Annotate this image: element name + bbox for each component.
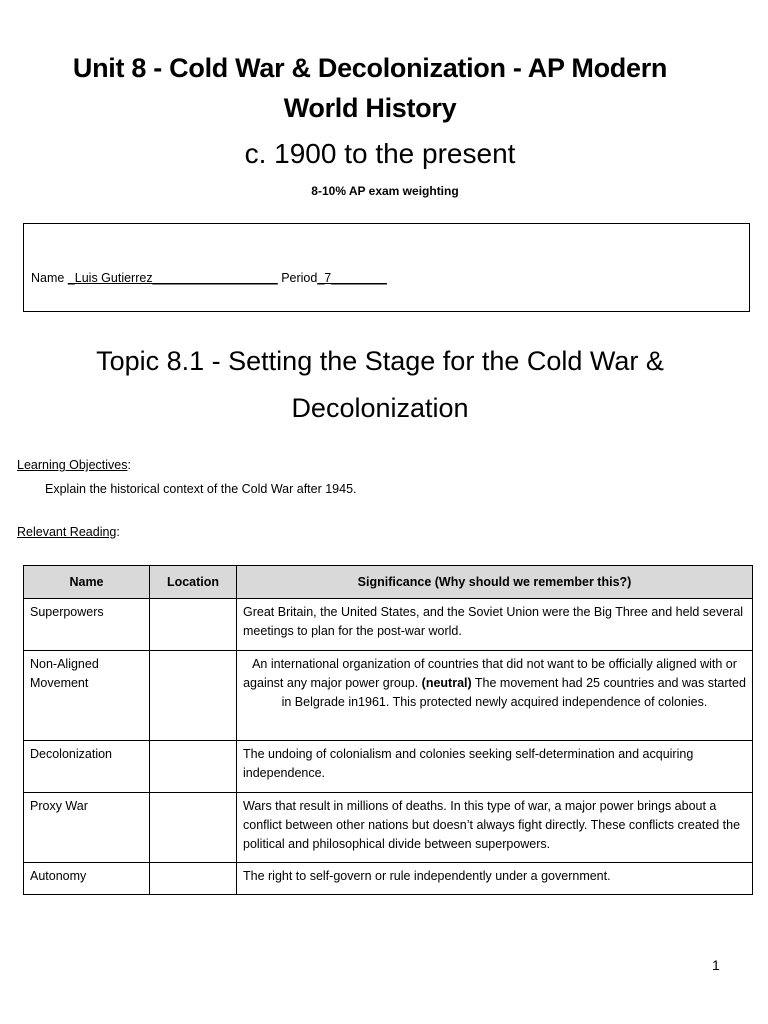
learning-objectives-colon: : [127, 458, 131, 472]
cell-significance[interactable]: Wars that result in millions of deaths. In this type of war, a major power brings about a conflict between other nations but doesn’t always fight directly. These conflicts created the political and philosophical divide between superpowers. [237, 793, 753, 863]
cell-location[interactable] [150, 599, 237, 651]
cell-name: Decolonization [24, 741, 150, 793]
period-label: Period [277, 271, 318, 285]
significance-text: An international organization of countries that did not want to be officially aligned with or against any major power group. [243, 657, 737, 690]
topic-line-2: Decolonization [291, 393, 469, 423]
cell-location[interactable] [150, 863, 237, 895]
name-label: Name [31, 271, 68, 285]
student-info-line [31, 271, 387, 285]
period-value[interactable]: _7________ [317, 271, 387, 285]
relevant-reading-label [17, 525, 120, 539]
relevant-reading-heading: Relevant Reading [17, 525, 117, 539]
table-header-row [24, 566, 753, 599]
date-range: c. 1900 to the present [244, 138, 516, 169]
cell-significance[interactable]: The right to self-govern or rule independently under a government. [237, 863, 753, 895]
learning-objective-text: Explain the historical context of the Cold War after 1945. [45, 482, 357, 496]
topic-line-1: Topic 8.1 - Setting the Stage for the Cold War & [96, 346, 664, 376]
significance-emphasis: (neutral) [421, 676, 472, 690]
cell-location[interactable] [150, 651, 237, 741]
header-significance: Significance (Why should we remember this?) [237, 566, 753, 599]
header-location: Location [150, 566, 237, 599]
significance-text-continued: The movement had 25 countries and was started in Belgrade in1961. This protected newly acquired independence of colonies. [281, 676, 746, 709]
document-title [20, 48, 720, 128]
student-info-box [23, 223, 750, 312]
page-number: 1 [712, 957, 720, 973]
table-row [24, 793, 753, 863]
relevant-reading-colon: : [116, 525, 120, 539]
cell-name: Proxy War [24, 793, 150, 863]
cell-name: Non-Aligned Movement [24, 651, 150, 741]
table-row [24, 741, 753, 793]
cell-significance[interactable]: Great Britain, the United States, and the Soviet Union were the Big Three and held several meetings to plan for the post-war world. [237, 599, 753, 651]
learning-objectives-heading: Learning Objectives [17, 458, 128, 472]
topic-heading [20, 338, 740, 432]
title-line-2: World History [283, 93, 457, 123]
cell-name: Autonomy [24, 863, 150, 895]
title-line-1: Unit 8 - Cold War & Decolonization - AP Modern [72, 53, 668, 83]
name-value[interactable]: _Luis Gutierrez__________________ [67, 271, 278, 285]
header-name: Name [24, 566, 150, 599]
table-row [24, 863, 753, 895]
exam-weighting: 8-10% AP exam weighting [311, 184, 459, 198]
table-row [24, 599, 753, 651]
learning-objectives-label [17, 458, 131, 472]
cell-significance[interactable] [237, 651, 753, 741]
cell-significance[interactable]: The undoing of colonialism and colonies seeking self-determination and acquiring independence. [237, 741, 753, 793]
cell-location[interactable] [150, 793, 237, 863]
cell-name: Superpowers [24, 599, 150, 651]
table-row [24, 651, 753, 741]
cell-location[interactable] [150, 741, 237, 793]
vocabulary-table [23, 565, 753, 895]
